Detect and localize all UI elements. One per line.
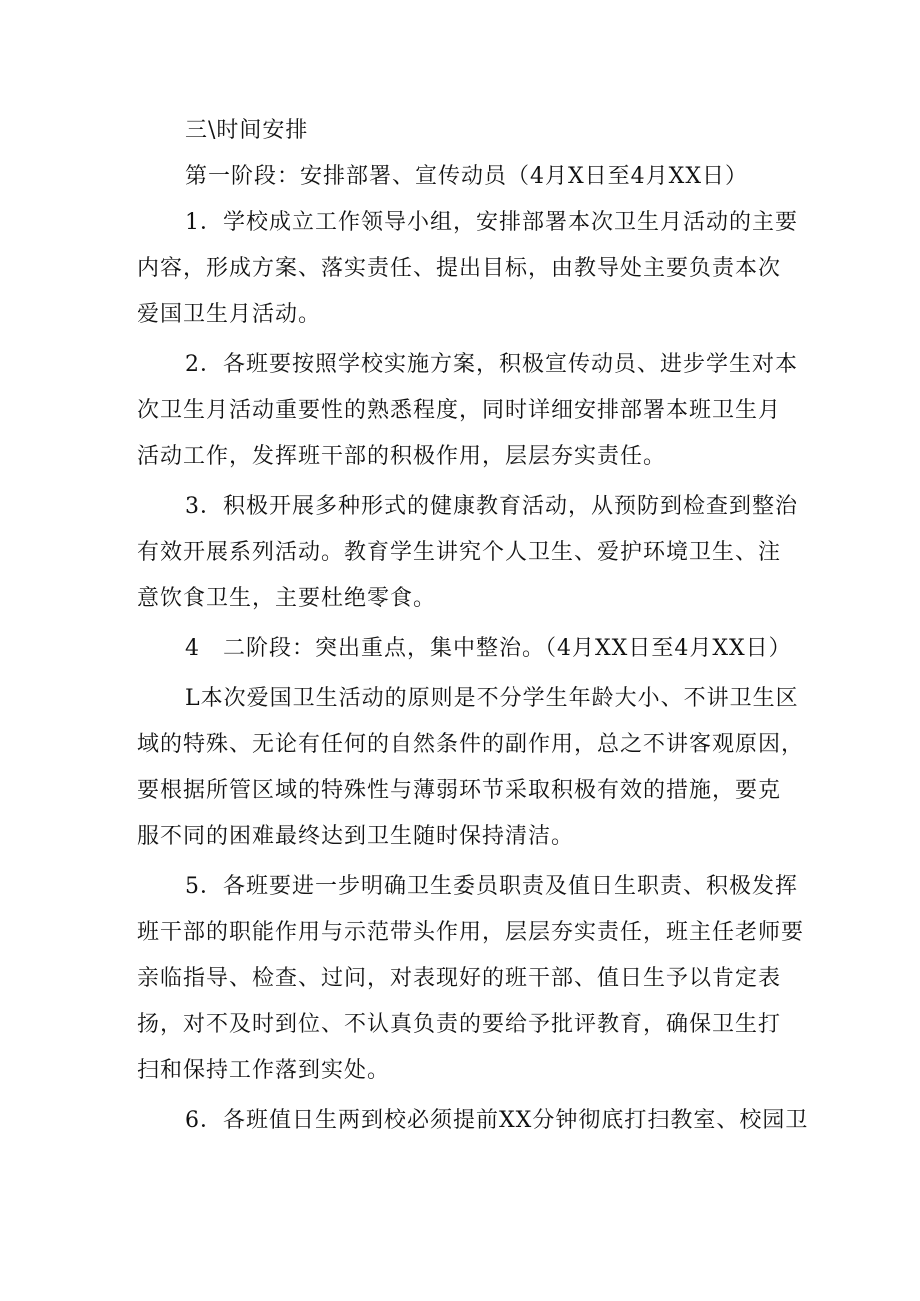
paragraph-line: 内容，形成方案、落实责任、提出目标，由教导处主要负责本次 <box>137 256 782 281</box>
paragraph-line: 3．积极开展多种形式的健康教育活动，从预防到检查到整治 <box>185 494 798 519</box>
paragraph-line: 5．各班要进一步明确卫生委员职责及值日生职责、积极发挥 <box>185 874 798 899</box>
paragraph-line: 1．学校成立工作领导小组，安排部署本次卫生月活动的主要 <box>185 210 798 235</box>
paragraph-line: 域的特殊、无论有任何的自然条件的副作用，总之不讲客观原因， <box>137 732 805 757</box>
paragraph-line: 有效开展系列活动。教育学生讲究个人卫生、爱护环境卫生、注 <box>137 540 782 565</box>
paragraph-line: 6．各班值日生两到校必须提前XX分钟彻底打扫教室、校园卫 <box>185 1108 809 1133</box>
paragraph-4 <box>137 676 805 860</box>
paragraph-line: 2．各班要按照学校实施方案，积极宣传动员、进步学生对本 <box>185 352 798 377</box>
paragraph-line: 扫和保持工作落到实处。 <box>137 1058 391 1083</box>
paragraph-line: 服不同的困难最终达到卫生随时保持清洁。 <box>137 824 575 849</box>
paragraph-5 <box>137 864 805 1094</box>
paragraph-2 <box>137 342 797 480</box>
section-heading: 三\时间安排 <box>185 118 309 143</box>
paragraph-line: 爱国卫生月活动。 <box>137 302 322 327</box>
paragraph-line: 班干部的职能作用与示范带头作用，层层夯实责任，班主任老师要 <box>137 920 805 945</box>
paragraph-line: L本次爱国卫生活动的原则是不分学生年龄大小、不讲卫生区 <box>185 686 799 711</box>
paragraph-6 <box>137 1098 809 1144</box>
stage-one-title: 第一阶段：安排部署、宣传动员（4月X日至4月XX日） <box>185 164 748 189</box>
paragraph-line: 要根据所管区域的特殊性与薄弱环节采取积极有效的措施，要克 <box>137 778 782 803</box>
paragraph-line: 活动工作，发挥班干部的积极作用，层层夯实责任。 <box>137 444 667 469</box>
paragraph-line: 扬，对不及时到位、不认真负责的要给予批评教育，确保卫生打 <box>137 1012 782 1037</box>
paragraph-1 <box>137 200 797 338</box>
paragraph-line: 意饮食卫生，主要杜绝零食。 <box>137 586 437 611</box>
stage-two-title: 4 二阶段：突出重点，集中整治。（4月XX日至4月XX日） <box>185 636 792 661</box>
paragraph-line: 亲临指导、检查、过问，对表现好的班干部、值日生予以肯定表 <box>137 966 782 991</box>
paragraph-line: 次卫生月活动重要性的熟悉程度，同时详细安排部署本班卫生月 <box>137 398 782 423</box>
document-body <box>137 108 809 1144</box>
paragraph-3 <box>137 484 797 622</box>
